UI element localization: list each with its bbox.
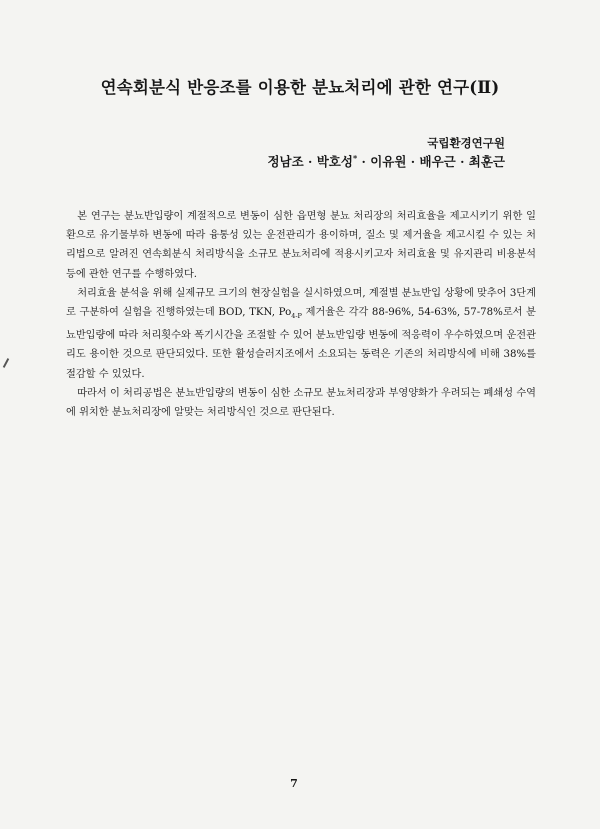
abstract-paragraph-3: 따라서 이 처리공법은 분뇨반입량의 변동이 심한 소규모 분뇨처리장과 부영양화가 우려되는 폐쇄성 수역에 위치한 분뇨처리장에 알맞는 처리방식인 것으로 판단된다. [66, 387, 537, 419]
abstract-p2-text-b: 제거율은 각각 88-96%, 54-63%, 57-78%로서 분뇨반입량에 따라 처리횟수와 폭기시간을 조절할 수 있어 분뇨반입량 변동에 적응력이 우수하였으며 운전관리도 용이한 것으로 판단되었다. 또한 활성슬러지조에서 소요되는 동력은 기존의 처리방식에 비해 38%를 절감할 수 있었다. [66, 307, 536, 380]
paper-title: 연속회분식 반응조를 이용한 분뇨처리에 관한 연구(Ⅱ) [100, 78, 500, 97]
abstract-paragraph-1: 본 연구는 분뇨반입량이 계절적으로 변동이 심한 읍면형 분뇨 처리장의 처리효율을 제고시키기 위한 일환으로 유기물부하 변동에 따라 융통성 있는 운전관리가 용이하며, 질소 및 제거율을 제고시킬 수 있는 처리법으로 알려진 연속회분식 처리방식을 소규모 분뇨처리에 적용시키고자 처리효율 및 유지관리 비용분석등에 관한 연구를 수행하였다. [66, 211, 536, 280]
affiliation: 국립환경연구원 [427, 136, 505, 150]
author-list [267, 152, 505, 170]
authors-rest: · 이유원 · 배우근 · 최훈근 [357, 154, 505, 169]
phosphate-subscript: 4-P [291, 312, 302, 321]
abstract-paragraph-2 [66, 284, 536, 384]
margin-mark [3, 358, 9, 368]
abstract [66, 207, 536, 422]
page-number: 7 [290, 777, 298, 790]
corresponding-author-marker: * [352, 152, 358, 163]
authors-first: 정남조 · 박호성 [267, 154, 353, 169]
abstract-p2-text-a: 처리효율 분석을 위해 실제규모 크기의 현장실험을 실시하였으며, 계절별 분뇨반입 상황에 맞추어 3단계로 구분하여 실험을 진행하였는데 BOD, TKN, Po [66, 287, 536, 319]
